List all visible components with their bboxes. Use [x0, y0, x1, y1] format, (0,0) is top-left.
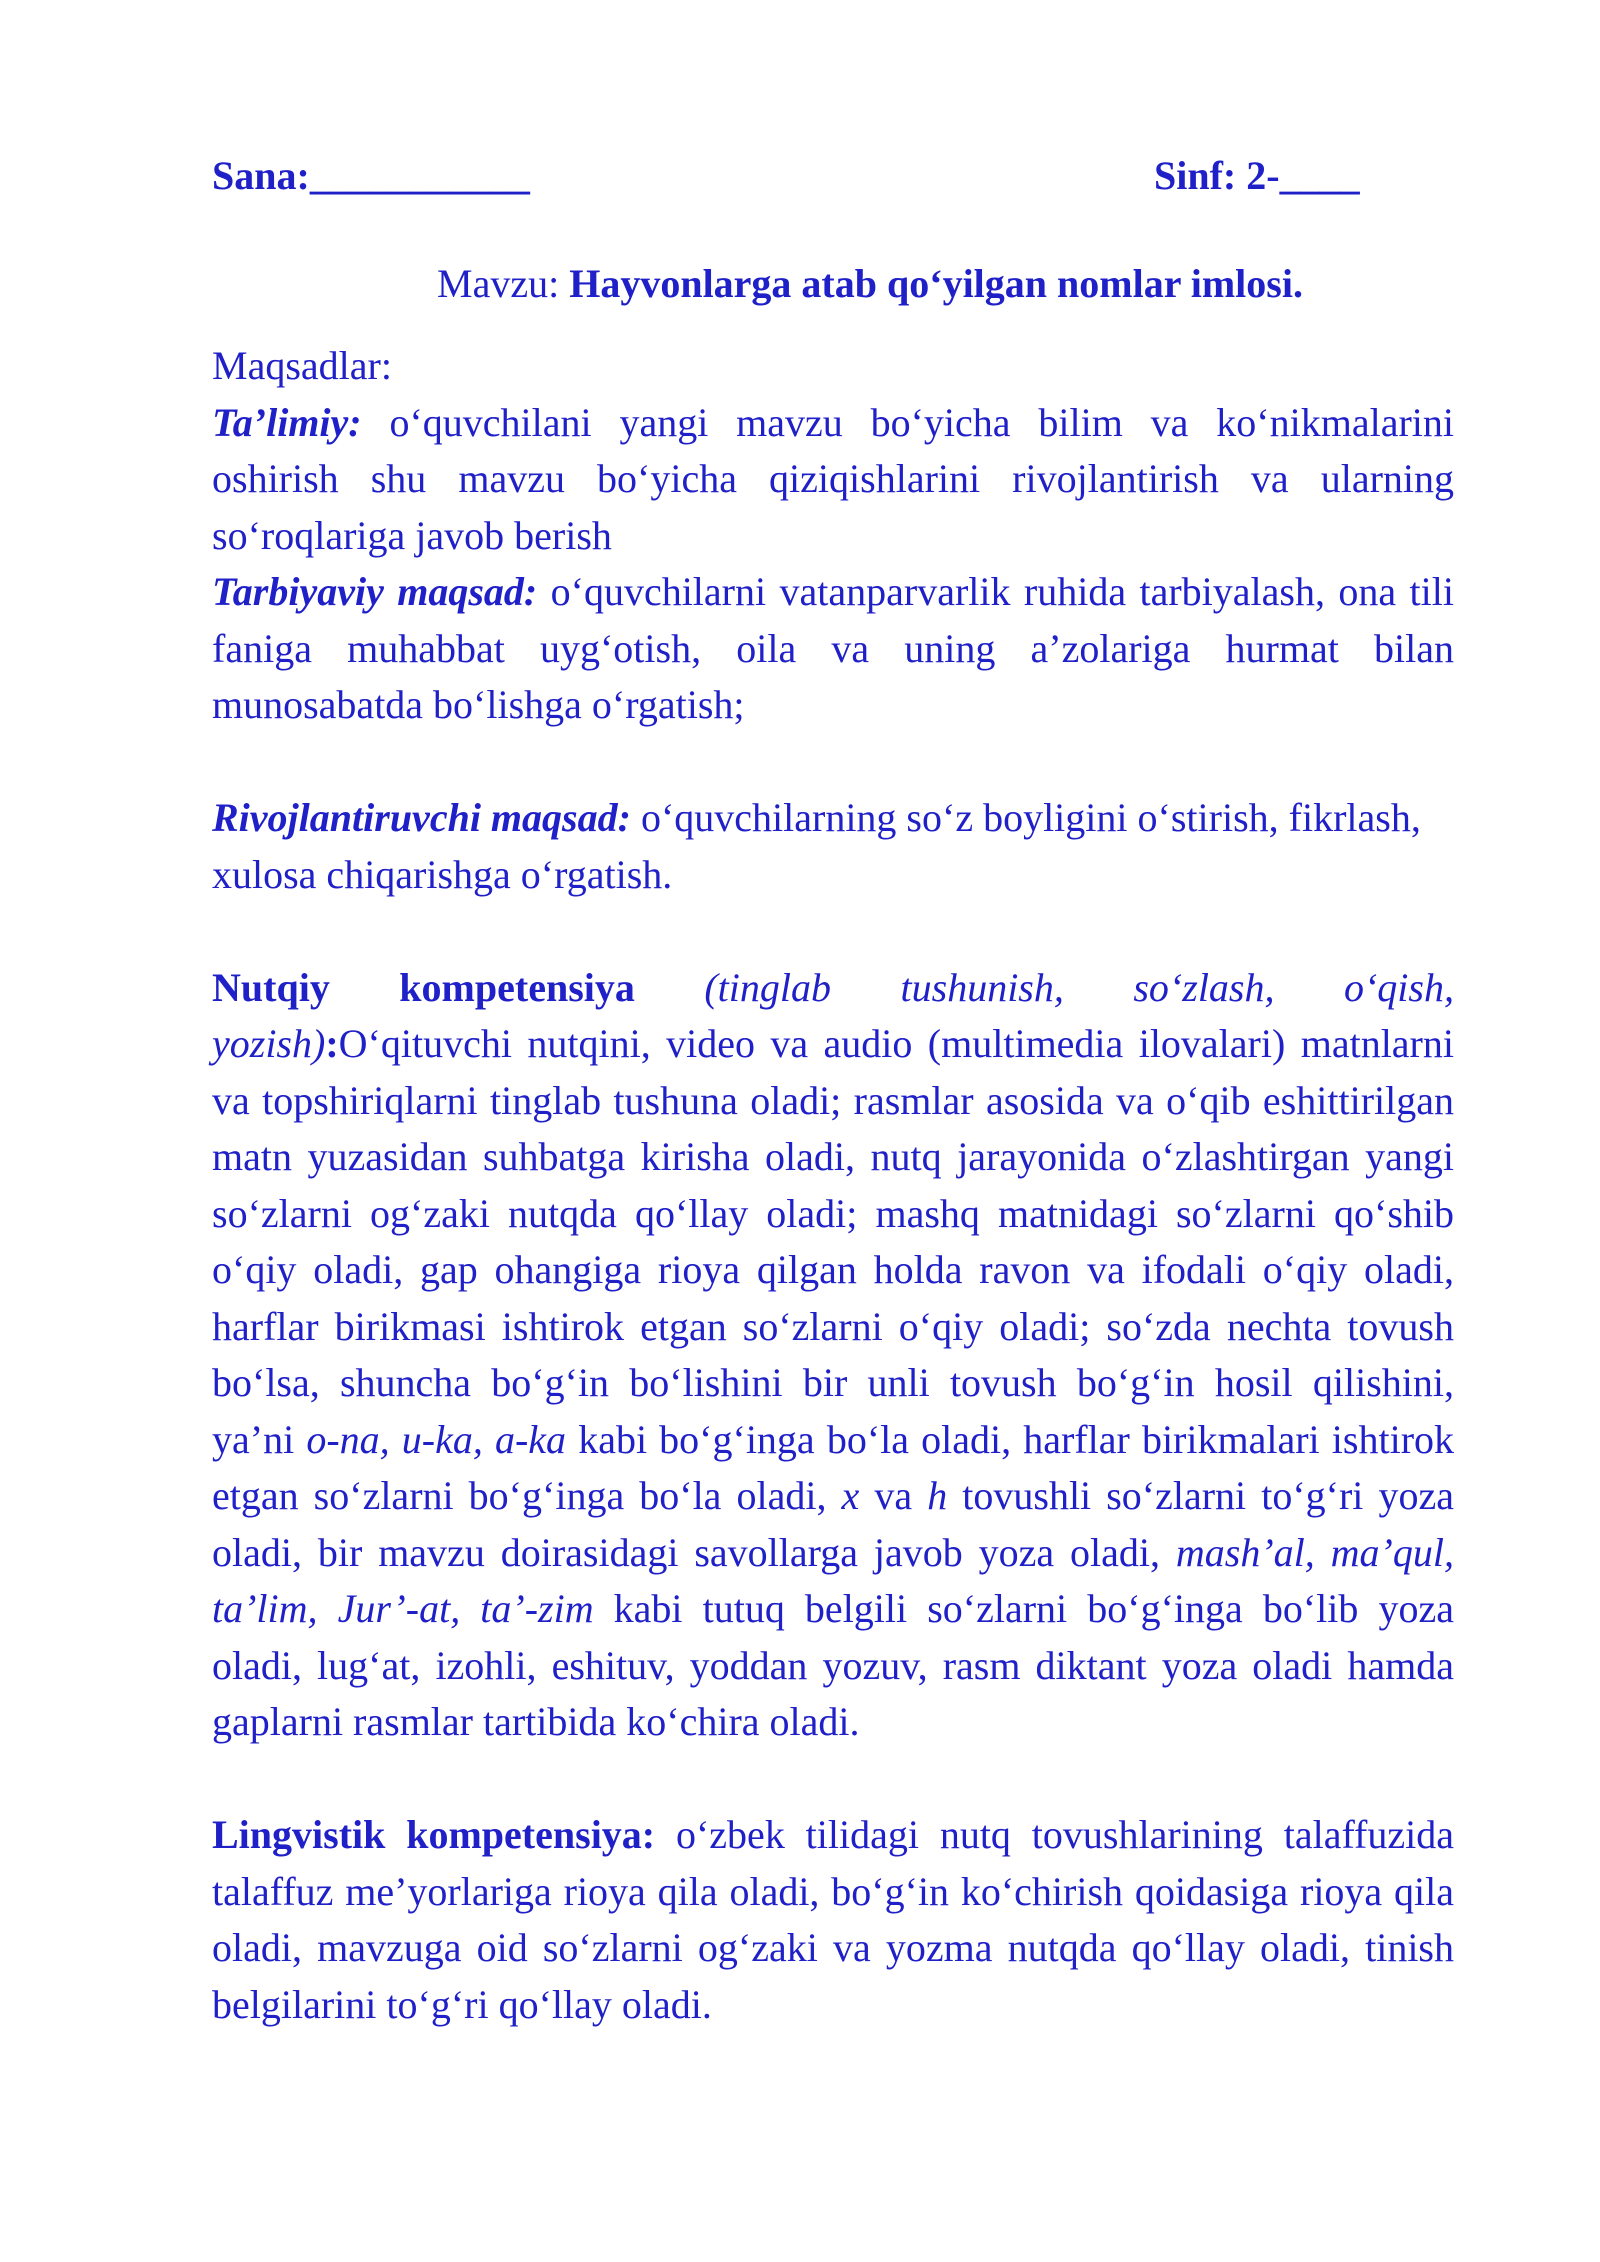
developmental-goal-label: Rivojlantiruvchi maqsad: — [212, 795, 631, 840]
date-blank: ___________ — [309, 153, 530, 198]
speech-competence — [212, 960, 1454, 1751]
date-label: Sana: — [212, 153, 310, 198]
speech-letter-x: x — [841, 1473, 860, 1518]
topic-label: Mavzu: — [437, 261, 570, 306]
class-blank: ____ — [1279, 153, 1360, 198]
speech-letter-h: h — [927, 1473, 948, 1518]
speech-examples-1: o-na, u-ka, a-ka — [306, 1416, 567, 1462]
linguistic-competence — [212, 1807, 1454, 2033]
educational-goal-text: o‘quvchilani yangi mavzu bo‘yicha bilim va ko‘nikmalarini oshirish shu mavzu bo‘yicha qiziqishlarini rivojlantirish va ularning so‘roqlariga javob berish — [212, 399, 1454, 558]
educational-goal-label: Ta’limiy: — [212, 399, 362, 445]
class-label: Sinf: 2- — [1154, 153, 1280, 198]
date-field — [212, 148, 530, 204]
upbringing-goal — [212, 564, 1454, 734]
developmental-goal — [212, 790, 1454, 903]
speech-examples-2: mash’al, ma’qul, ta’lim, Jur’-at, ta’-zim — [212, 1529, 1454, 1631]
speech-text-2: kabi bo‘g‘inga bo‘la oladi, harflar birikmalari ishtirok etgan so‘zlarni bo‘g‘inga bo‘la oladi, — [212, 1416, 1455, 1518]
goals-heading: Maqsadlar: — [212, 343, 392, 388]
educational-goal — [212, 395, 1454, 565]
linguistic-competence-text: o‘zbek tilidagi nutq tovushlarining talaffuzida talaffuz me’yorlariga rioya qila oladi, bo‘g‘in ko‘chirish qoidasiga rioya qila oladi, mavzuga oid so‘zlarni og‘zaki va yozma nutqda qo‘llay oladi, tinish belgilarini to‘g‘ri qo‘llay oladi. — [212, 1812, 1454, 2027]
topic-title: Hayvonlarga atab qo‘yilgan nomlar imlosi. — [569, 261, 1303, 306]
topic-line — [0, 256, 1600, 313]
speech-competence-label: Nutqiy kompetensiya — [212, 964, 635, 1010]
speech-text-3: va — [859, 1473, 928, 1518]
upbringing-goal-label: Tarbiyaviy maqsad: — [212, 569, 538, 614]
speech-text-5: kabi tutuq belgili so‘zlarni bo‘g‘inga bo‘lib yoza oladi, lug‘at, izohli, eshituv, yoddan yozuv, rasm diktant yoza oladi hamda gaplarni rasmlar tartibida ko‘chira oladi. — [212, 1586, 1454, 1744]
speech-text-1: O‘qituvchi nutqini, video va audio (multimedia ilovalari) matnlarni va topshiriqlarni tinglab tushuna oladi; rasmlar asosida va o‘qib eshittirilgan matn yuzasidan suhbatga kirisha oladi, nutq jarayonida o‘zlashtirgan yangi so‘zlarni og‘zaki nutqda qo‘llay oladi; mashq matnidagi so‘zlarni qo‘shib o‘qiy oladi, gap ohangiga rioya qilgan holda ravon va ifodali o‘qiy oladi, harflar birikmasi ishtirok etgan so‘zlarni o‘qiy oladi; so‘zda nechta tovush bo‘lsa, shuncha bo‘g‘in bo‘lishini bir unli tovush bo‘g‘in hosil qilishini, ya’ni — [212, 1021, 1454, 1462]
speech-competence-sub: (tinglab tushunish, so‘zlash, o‘qish, yozish) — [212, 964, 1454, 1066]
class-field — [1154, 148, 1360, 204]
upbringing-goal-text: o‘quvchilarni vatanparvarlik ruhida tarbiyalash, ona tili faniga muhabbat uyg‘otish, oila va uning a’zolariga hurmat bilan munosabatda bo‘lishga o‘rgatish; — [212, 569, 1454, 727]
speech-text-4: tovushli so‘zlarni to‘g‘ri yoza oladi, bir mavzu doirasidagi savollarga javob yoza oladi, — [212, 1473, 1454, 1575]
lesson-content — [212, 338, 1454, 2033]
linguistic-competence-label: Lingvistik kompetensiya: — [212, 1812, 656, 1857]
developmental-goal-text: o‘quvchilarning so‘z boyligini o‘stirish, fikrlash, xulosa chiqarishga o‘rgatish. — [212, 795, 1421, 897]
speech-competence-colon: : — [325, 1021, 339, 1066]
